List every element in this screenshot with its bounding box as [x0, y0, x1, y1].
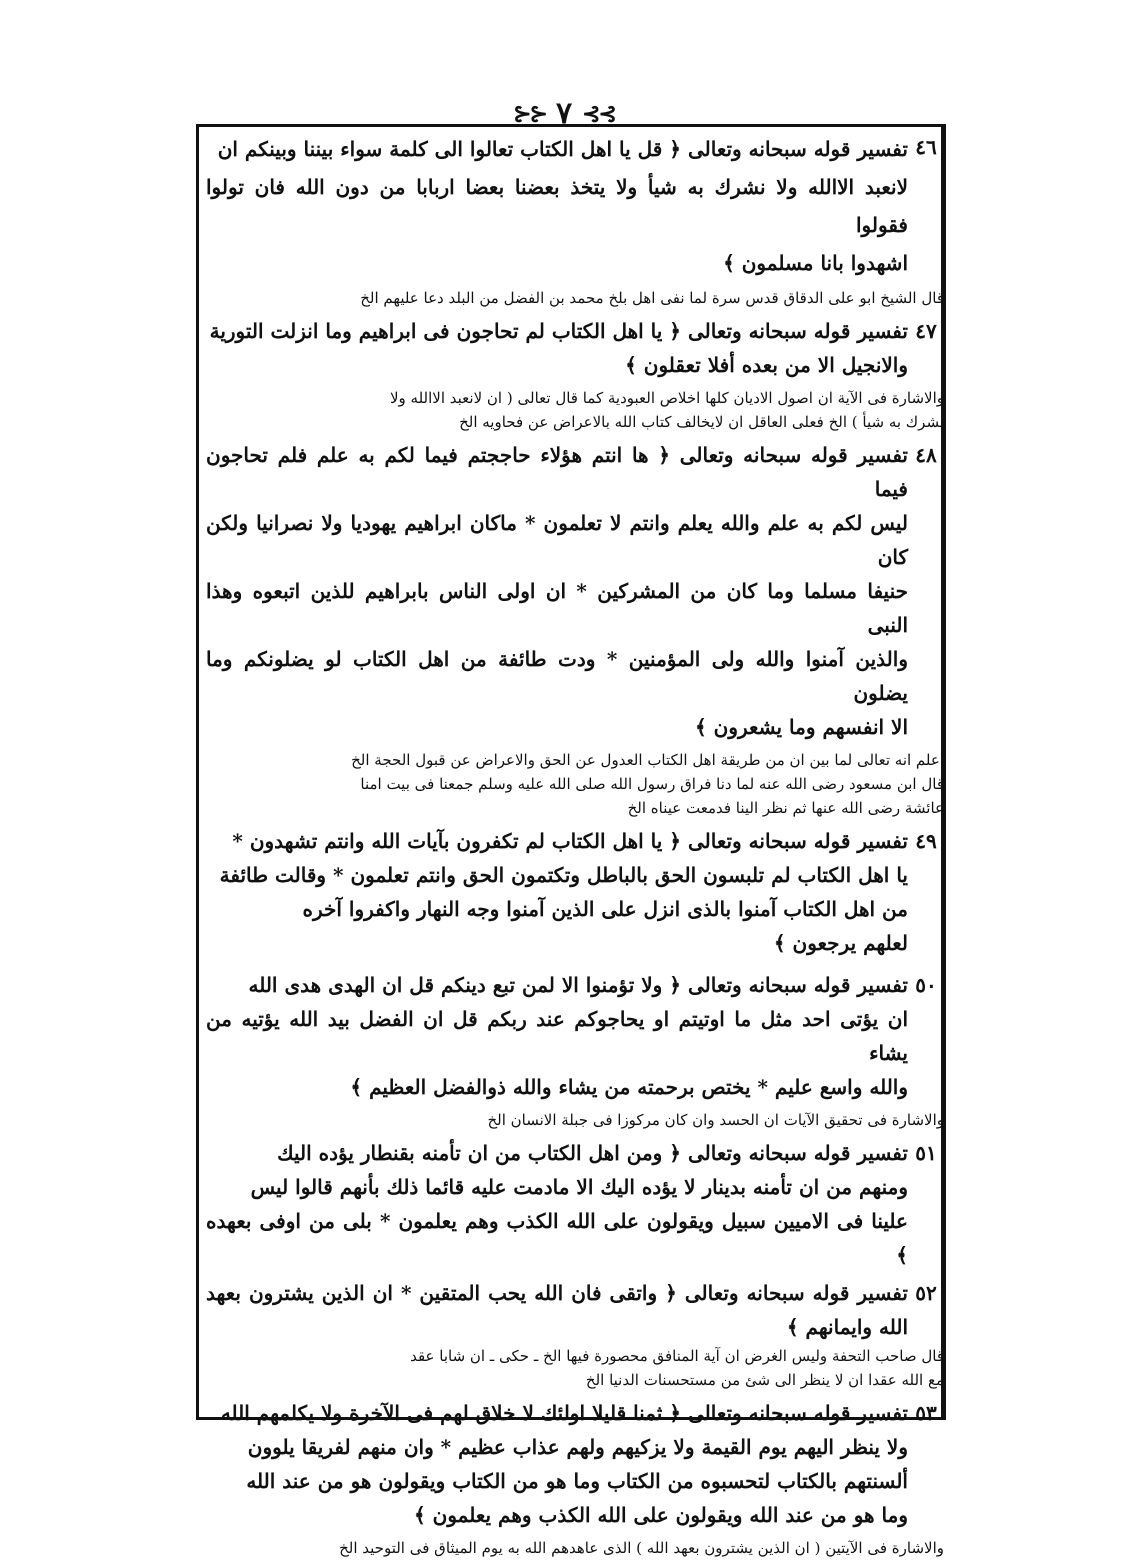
verse-line: والله واسع عليم * يختص برحمته من يشاء والله ذوالفضل العظيم ﴾ — [350, 1075, 908, 1099]
verse-line: علينا فى الاميين سبيل ويقولون على الله الكذب وهم يعلمون * بلى من اوفى بعهده ﴾ — [206, 1209, 908, 1267]
commentary-line: والاشارة فى تحقيق الآيات ان الحسد وان كان مركوزا فى جبلة الانسان الخ — [487, 1111, 944, 1129]
commentary-line: عائشة رضى الله عنها ثم نظر الينا فدمعت عيناه الخ — [627, 799, 944, 817]
verse-line: ليس لكم به علم والله يعلم وانتم لا تعلمون * ماكان ابراهيم يهوديا ولا نصرانيا ولكن كان — [206, 511, 908, 569]
verse-line: حنيفا مسلما وما كان من المشركين * ان اولى الناس بابراهيم للذين اتبعوه وهذا النبى — [206, 579, 908, 637]
commentary-line: والاشارة فى الآية ان اصول الاديان كلها اخلاص العبودية كما قال تعالى ( ان لانعبد الاالله ولا — [389, 389, 944, 407]
entry-number: ٥٢ — [915, 1281, 937, 1305]
verse-line: من اهل الكتاب آمنوا بالذى انزل على الذين آمنوا وجه النهار واكفروا آخره — [302, 897, 908, 921]
verse-line: ولا ينظر اليهم يوم القيمة ولا يزكيهم ولهم عذاب عظيم * وان منهم لفريقا يلوون — [247, 1435, 908, 1459]
verse-line: تفسير قوله سبحانه وتعالى ﴿ قل يا اهل الكتاب تعالوا الى كلمة سواء بيننا وبينكم ان — [217, 137, 908, 161]
verse-line: يا اهل الكتاب لم تلبسون الحق بالباطل وتكتمون الحق وانتم تعلمون * وقالت طائفة — [219, 863, 908, 887]
text-body — [206, 130, 944, 1557]
tafsir-entry-52 — [206, 1276, 944, 1392]
verse-line: ومنهم من ان تأمنه بدينار لا يؤده اليك الا مادمت عليه قائما ذلك بأنهم قالوا ليس — [250, 1175, 908, 1199]
verse-line: لانعبد الاالله ولا نشرك به شيأ ولا يتخذ بعضنا بعضا اربابا من دون الله فان تولوا فقولوا — [206, 175, 909, 237]
entry-number: ٥٣ — [915, 1401, 937, 1425]
commentary-line: قال صاحب التحفة وليس الغرض ان آية المنافق محصورة فيها الخ ـ حكى ـ ان شابا عقد — [410, 1347, 944, 1365]
commentary-line: قال ابن مسعود رضى الله عنه لما دنا فراق رسول الله صلى الله عليه وسلم جمعنا فى بيت امنا — [360, 775, 944, 793]
page-number: ٧ — [555, 96, 573, 131]
verse-line: تفسير قوله سبحانه وتعالى ﴿ يا اهل الكتاب لم تكفرون بآيات الله وانتم تشهدون * — [232, 829, 908, 853]
entry-number: ٤٧ — [915, 319, 937, 343]
verse-line: اشهدوا بانا مسلمون ﴾ — [723, 251, 908, 275]
verse-line: الا انفسهم وما يشعرون ﴾ — [694, 715, 908, 739]
verse-line: تفسير قوله سبحانه وتعالى ﴿ ثمنا قليلا اولئك لا خلاق لهم فى الآخرة ولا يكلمهم الله — [220, 1401, 908, 1425]
tafsir-entry-51 — [206, 1136, 944, 1272]
verse-line: تفسير قوله سبحانه وتعالى ﴿ ولا تؤمنوا الا لمن تبع دينكم قل ان الهدى هدى الله — [248, 973, 908, 997]
header-ornament-right: ⊰⊰ — [582, 100, 615, 127]
verse-line: تفسير قوله سبحانه وتعالى ﴿ يا اهل الكتاب لم تحاجون فى ابراهيم وما انزلت التورية — [209, 319, 908, 343]
verse-line: تفسير قوله سبحانه وتعالى ﴿ واتقى فان الله يحب المتقين * ان الذين يشترون بعهد الله وايمانهم ﴾ — [206, 1281, 908, 1339]
verse-line: ان يؤتى احد مثل ما اوتيتم او يحاجوكم عند ربكم قل ان الفضل بيد الله يؤتيه من يشاء — [206, 1007, 908, 1065]
commentary-line: اعلم انه تعالى لما بين ان من طريقة اهل الكتاب العدول عن الحق والاعراض عن قبول الحجة الخ — [351, 751, 944, 769]
entry-number: ٤٦ — [915, 135, 937, 159]
verse-line: تفسير قوله سبحانه وتعالى ﴿ ومن اهل الكتاب من ان تأمنه بقنطار يؤده اليك — [277, 1141, 908, 1165]
commentary-line: والاشارة فى الآيتين ( ان الذين يشترون بعهد الله ) الذى عاهدهم الله به يوم الميثاق فى التوحيد الخ — [339, 1539, 944, 1557]
commentary-line: نشرك به شيأ ) الخ فعلى العاقل ان لايخالف كتاب الله بالاعراض عن فحاويه الخ — [459, 413, 944, 431]
verse-line: وما هو من عند الله ويقولون على الله الكذب وهم يعلمون ﴾ — [413, 1503, 908, 1527]
tafsir-entry-50 — [206, 968, 944, 1132]
entry-number: ٤٨ — [915, 443, 937, 467]
header-ornament-left: ⊱⊱ — [513, 100, 546, 127]
verse-line: ألسنتهم بالكتاب لتحسبوه من الكتاب وما هو من الكتاب ويقولون هو من عند الله — [246, 1469, 908, 1493]
verse-line: والذين آمنوا والله ولى المؤمنين * ودت طائفة من اهل الكتاب لو يضلونكم وما يضلون — [206, 647, 908, 705]
commentary-line: قال الشيخ ابو على الدقاق قدس سرة لما نفى اهل بلخ محمد بن الفضل من البلد دعا عليهم الخ — [360, 289, 944, 307]
commentary-line: مع الله عقدا ان لا ينظر الى شئ من مستحسنات الدنيا الخ — [585, 1371, 944, 1389]
entry-number: ٥٠ — [915, 973, 937, 997]
tafsir-entry-53 — [206, 1396, 944, 1560]
tafsir-entry-49 — [206, 824, 944, 960]
verse-line: والانجيل الا من بعده أفلا تعقلون ﴾ — [625, 353, 908, 377]
tafsir-entry-48 — [206, 438, 944, 820]
verse-line: تفسير قوله سبحانه وتعالى ﴿ ها انتم هؤلاء حاججتم فيما لكم به علم فلم تحاجون فيما — [206, 443, 908, 501]
entry-number: ٤٩ — [915, 829, 937, 853]
tafsir-entry-47 — [206, 314, 944, 434]
tafsir-entry-46 — [206, 130, 944, 310]
verse-line: لعلهم يرجعون ﴾ — [773, 931, 908, 955]
entry-number: ٥١ — [915, 1141, 937, 1165]
